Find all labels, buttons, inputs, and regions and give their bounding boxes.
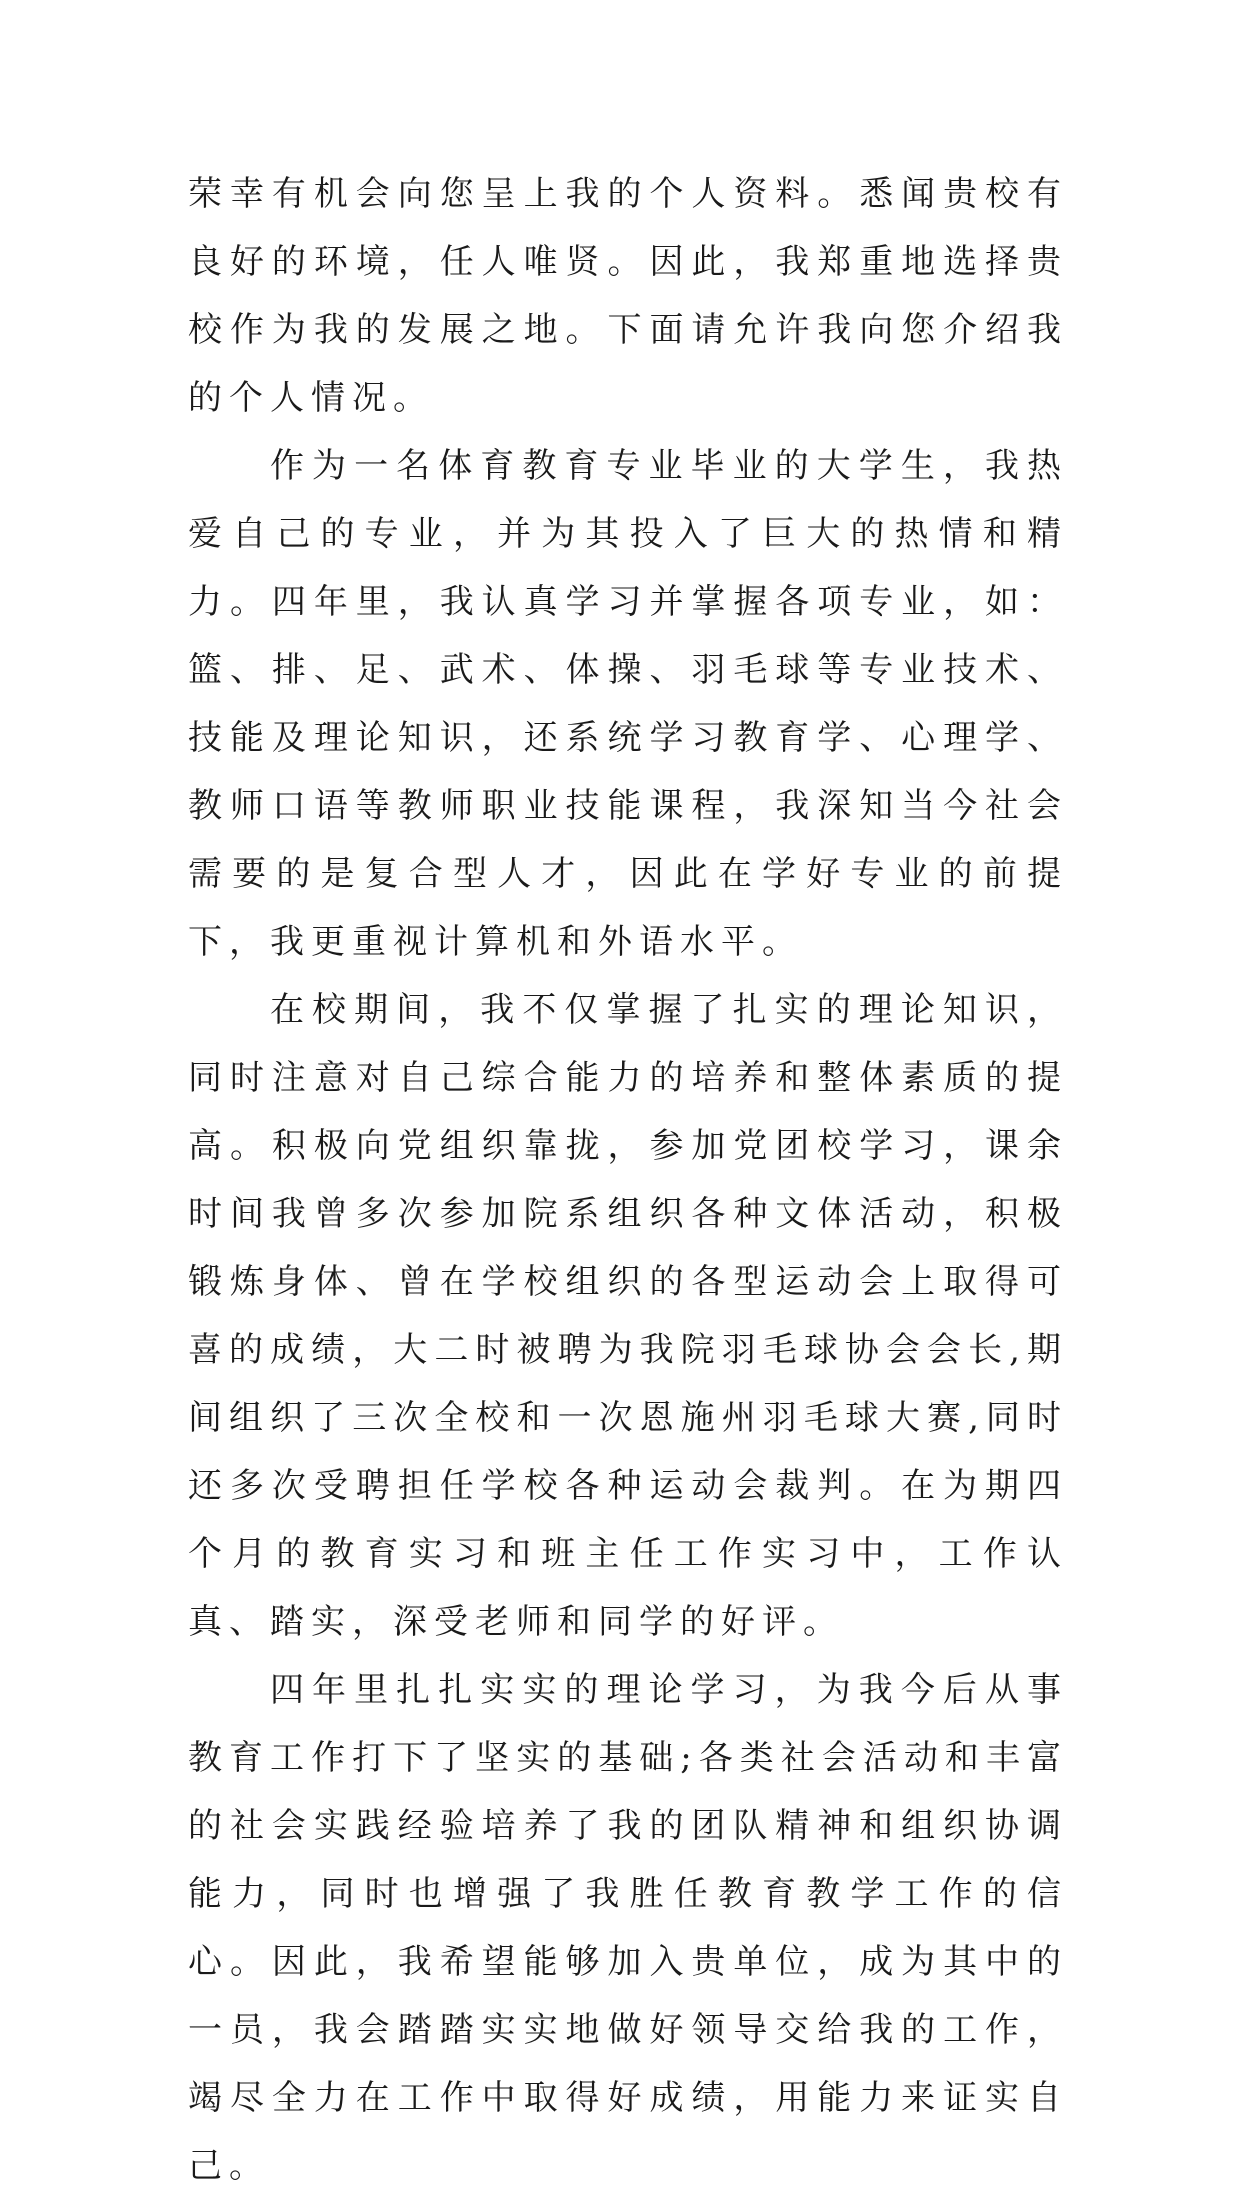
paragraph-intro: 荣幸有机会向您呈上我的个人资料。悉闻贵校有良好的环境，任人唯贤。因此，我郑重地选择贵校作为我的发展之地。下面请允许我向您介绍我的个人情况。 bbox=[188, 174, 1068, 418]
paragraph-conclusion: 四年里扎扎实实的理论学习，为我今后从事教育工作打下了坚实的基础;各类社会活动和丰富的社会实践经验培养了我的团队精神和组织协调能力，同时也增强了我胜任教育教学工作的信心。因此，我希望能够加入贵单位，成为其中的一员，我会踏踏实实地做好领导交给我的工作，竭尽全力在工作中取得好成绩，用能力来证实自己。 bbox=[188, 1670, 1068, 2186]
paragraph-campus-activities: 在校期间，我不仅掌握了扎实的理论知识，同时注意对自己综合能力的培养和整体素质的提高。积极向党组织靠拢，参加党团校学习，课余时间我曾多次参加院系组织各种文体活动，积极锻炼身体、曾在学校组织的各型运动会上取得可喜的成绩，大二时被聘为我院羽毛球协会会长,期间组织了三次全校和一次恩施州羽毛球大赛,同时还多次受聘担任学校各种运动会裁判。在为期四个月的教育实习和班主任工作实习中，工作认真、踏实，深受老师和同学的好评。 bbox=[188, 990, 1068, 1642]
letter-body bbox=[188, 160, 1068, 2200]
paragraph-major: 作为一名体育教育专业毕业的大学生，我热爱自己的专业，并为其投入了巨大的热情和精力。四年里，我认真学习并掌握各项专业，如：篮、排、足、武术、体操、羽毛球等专业技术、技能及理论知识，还系统学习教育学、心理学、教师口语等教师职业技能课程，我深知当今社会需要的是复合型人才，因此在学好专业的前提下，我更重视计算机和外语水平。 bbox=[188, 446, 1068, 962]
